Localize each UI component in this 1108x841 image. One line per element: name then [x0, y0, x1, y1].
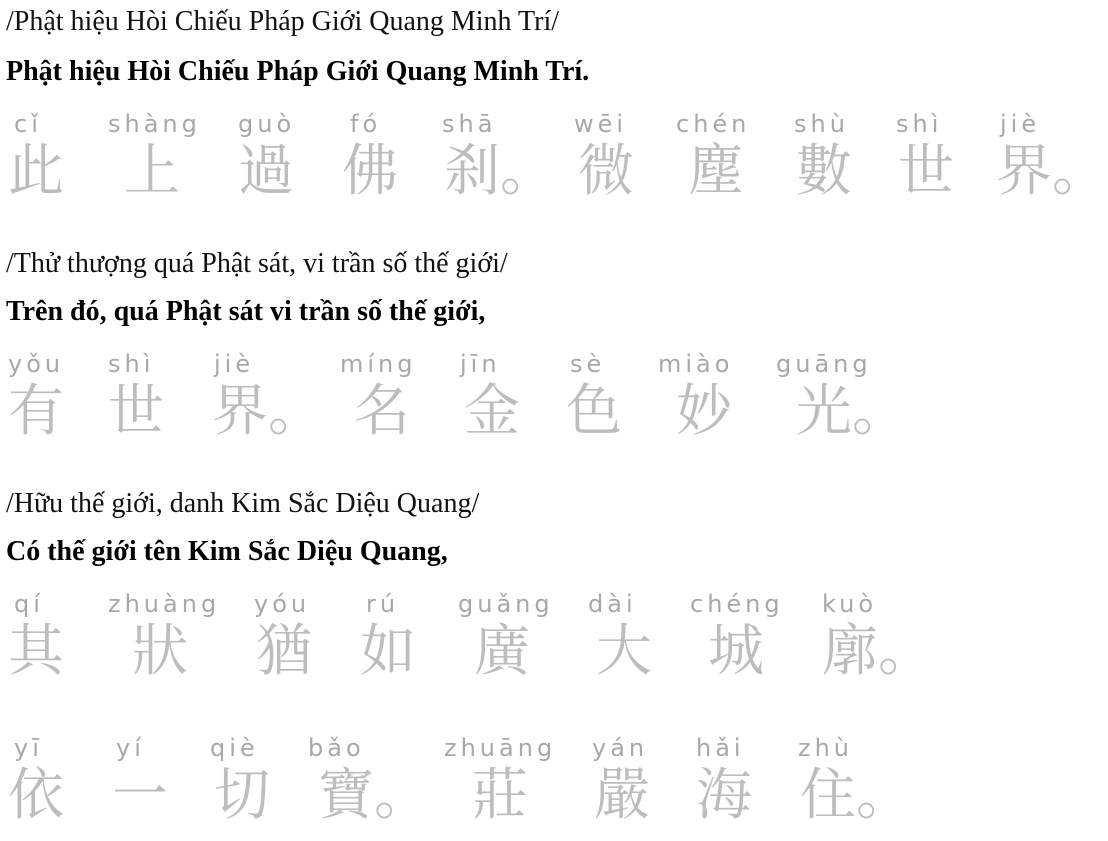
hanzi-character: 切 [214, 763, 270, 828]
pinyin-syllable: shì [108, 350, 155, 378]
pinyin-syllable: miào [658, 350, 734, 378]
pinyin-syllable: qiè [210, 734, 259, 762]
pinyin-syllable: yī [14, 734, 43, 762]
hanzi-character: 狀 [132, 619, 188, 684]
hanzi-character: 大 [596, 619, 652, 684]
hanzi-character: 此 [8, 139, 64, 204]
hanzi-character: 猶 [256, 619, 312, 684]
pinyin-syllable: yóu [254, 590, 311, 618]
hanzi-character: 廣 [474, 619, 530, 684]
pinyin-syllable: hǎi [696, 734, 745, 762]
hanzi-character: 海 [696, 763, 752, 828]
hanzi-character: 光。 [796, 379, 908, 444]
pinyin-syllable: bǎo [308, 734, 365, 762]
pinyin-syllable: guāng [776, 350, 872, 378]
pinyin-syllable: cǐ [14, 110, 42, 138]
pinyin-syllable: jiè [1000, 110, 1041, 138]
pinyin-syllable: chén [676, 110, 751, 138]
pinyin-syllable: shā [442, 110, 497, 138]
hanzi-character: 一 [112, 763, 168, 828]
hanzi-character: 寶。 [318, 763, 430, 828]
hanzi-character: 界。 [996, 139, 1108, 204]
pinyin-syllable: shàng [108, 110, 201, 138]
pinyin-syllable: sè [570, 350, 606, 378]
hanzi-character: 過 [238, 139, 294, 204]
vietnamese-meaning-3: Có thế giới tên Kim Sắc Diệu Quang, [6, 536, 448, 567]
pinyin-syllable: shù [794, 110, 849, 138]
pinyin-syllable: chéng [690, 590, 784, 618]
hanzi-character: 刹。 [444, 139, 556, 204]
pinyin-syllable: guò [238, 110, 296, 138]
hanzi-character: 莊 [472, 763, 528, 828]
pinyin-syllable: zhù [798, 734, 854, 762]
pinyin-syllable: dài [588, 590, 637, 618]
pinyin-syllable: wēi [574, 110, 628, 138]
hanzi-character: 微 [578, 139, 634, 204]
hanzi-character: 色 [566, 379, 622, 444]
hanzi-character: 世 [898, 139, 954, 204]
pinyin-syllable: míng [340, 350, 417, 378]
hanzi-character: 城 [708, 619, 764, 684]
pinyin-syllable: zhuāng [444, 734, 557, 762]
vietnamese-reading-2: /Thử thượng quá Phật sát, vi trần số thế giới/ [6, 248, 508, 279]
hanzi-character: 名 [354, 379, 410, 444]
hanzi-character: 如 [360, 619, 416, 684]
pinyin-syllable: zhuàng [108, 590, 221, 618]
hanzi-character: 妙 [676, 379, 732, 444]
pinyin-syllable: jīn [460, 350, 501, 378]
hanzi-character: 界。 [212, 379, 324, 444]
pinyin-syllable: rú [366, 590, 400, 618]
pinyin-syllable: kuò [822, 590, 878, 618]
pinyin-syllable: yán [592, 734, 649, 762]
hanzi-character: 其 [8, 619, 64, 684]
hanzi-character: 金 [464, 379, 520, 444]
hanzi-character: 塵 [688, 139, 744, 204]
pinyin-syllable: yí [116, 734, 145, 762]
hanzi-character: 住。 [800, 763, 912, 828]
pinyin-syllable: shì [896, 110, 943, 138]
hanzi-character: 佛 [342, 139, 398, 204]
hanzi-character: 上 [124, 139, 180, 204]
hanzi-character: 依 [8, 763, 64, 828]
vietnamese-reading-1: /Phật hiệu Hòi Chiếu Pháp Giới Quang Minh Trí/ [6, 6, 560, 37]
hanzi-character: 嚴 [594, 763, 650, 828]
hanzi-character: 有 [8, 379, 64, 444]
pinyin-syllable: yǒu [8, 350, 65, 378]
pinyin-syllable: jiè [214, 350, 255, 378]
hanzi-character: 世 [108, 379, 164, 444]
pinyin-syllable: guǎng [458, 590, 554, 618]
hanzi-character: 廓。 [822, 619, 934, 684]
vietnamese-meaning-1: Phật hiệu Hòi Chiếu Pháp Giới Quang Minh Trí. [6, 56, 590, 87]
hanzi-character: 數 [796, 139, 852, 204]
vietnamese-reading-3: /Hữu thế giới, danh Kim Sắc Diệu Quang/ [6, 488, 480, 519]
pinyin-syllable: fó [350, 110, 382, 138]
vietnamese-meaning-2: Trên đó, quá Phật sát vi trần số thế giới, [6, 296, 486, 327]
pinyin-syllable: qí [14, 590, 44, 618]
